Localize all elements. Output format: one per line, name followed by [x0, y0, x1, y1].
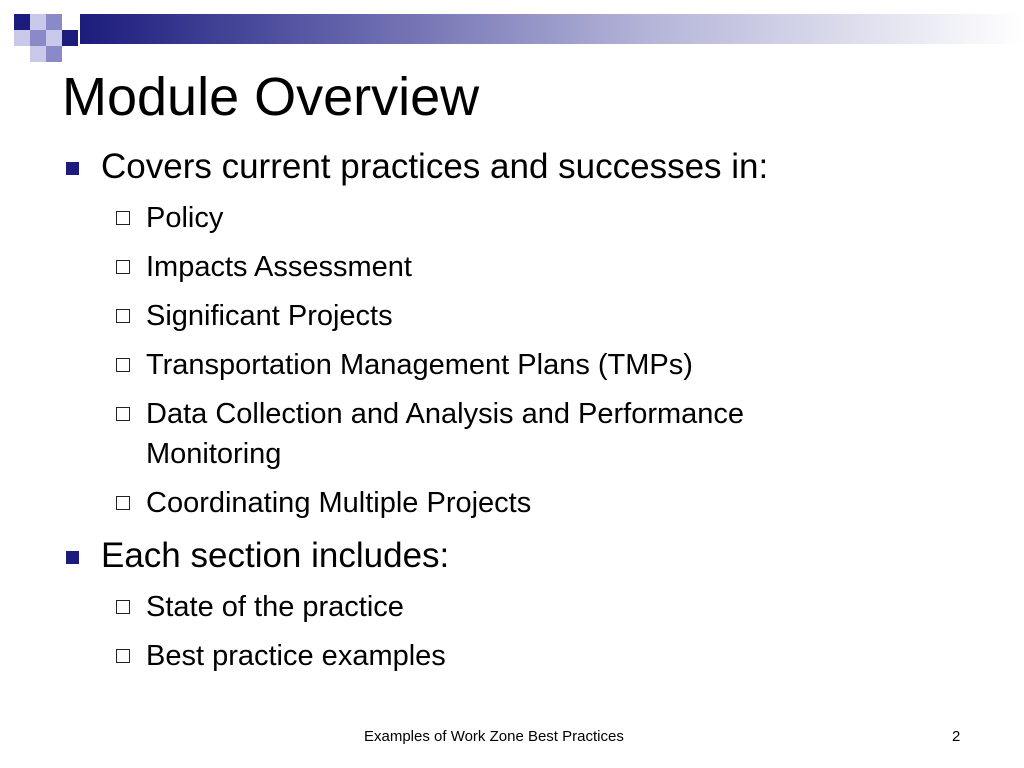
- decor-square: [62, 30, 78, 46]
- hollow-square-icon: [116, 649, 130, 663]
- bullet-level2: [113, 198, 966, 238]
- decor-square: [30, 14, 46, 30]
- bullet-level2: [113, 636, 966, 676]
- slide-footer: [0, 727, 1024, 747]
- decor-square: [14, 14, 30, 30]
- bullet-text: Significant Projects: [146, 300, 393, 332]
- decor-square: [46, 30, 62, 46]
- decor-square: [46, 14, 62, 30]
- footer-text: Examples of Work Zone Best Practices: [364, 728, 624, 745]
- bullet-text: State of the practice: [146, 591, 404, 623]
- slide-body: [66, 146, 966, 688]
- bullet-text: Transportation Management Plans (TMPs): [146, 349, 693, 381]
- decor-square: [14, 30, 30, 46]
- bullet-level2: [113, 296, 966, 336]
- bullet-text: Covers current practices and successes in:: [101, 147, 769, 186]
- filled-square-icon: [66, 162, 79, 175]
- page-number: 2: [952, 728, 961, 745]
- bullet-text: Best practice examples: [146, 640, 446, 672]
- bullet-text: Data Collection and Analysis and Performance Monitoring: [146, 398, 745, 470]
- sub-bullet-list: [113, 198, 966, 523]
- slide-title: Module Overview: [62, 67, 480, 127]
- decor-square: [46, 46, 62, 62]
- header-gradient-bar: [80, 14, 1024, 44]
- bullet-text: Impacts Assessment: [146, 251, 412, 283]
- bullet-level2: [113, 345, 966, 385]
- hollow-square-icon: [116, 211, 130, 225]
- hollow-square-icon: [116, 260, 130, 274]
- bullet-level2: [113, 247, 966, 287]
- filled-square-icon: [66, 551, 79, 564]
- hollow-square-icon: [116, 358, 130, 372]
- decor-square: [30, 30, 46, 46]
- hollow-square-icon: [116, 309, 130, 323]
- bullet-text: Policy: [146, 202, 224, 234]
- bullet-level2: [113, 483, 966, 523]
- sub-bullet-list: [113, 587, 966, 676]
- bullet-level2: [113, 587, 966, 627]
- hollow-square-icon: [116, 600, 130, 614]
- hollow-square-icon: [116, 496, 130, 510]
- bullet-text: Coordinating Multiple Projects: [146, 487, 532, 519]
- decor-square: [30, 46, 46, 62]
- bullet-level1: [66, 146, 966, 188]
- bullet-level1: [66, 535, 966, 577]
- bullet-text: Each section includes:: [101, 536, 450, 575]
- hollow-square-icon: [116, 407, 130, 421]
- bullet-level2: [113, 394, 866, 474]
- header-decoration: [0, 0, 1024, 64]
